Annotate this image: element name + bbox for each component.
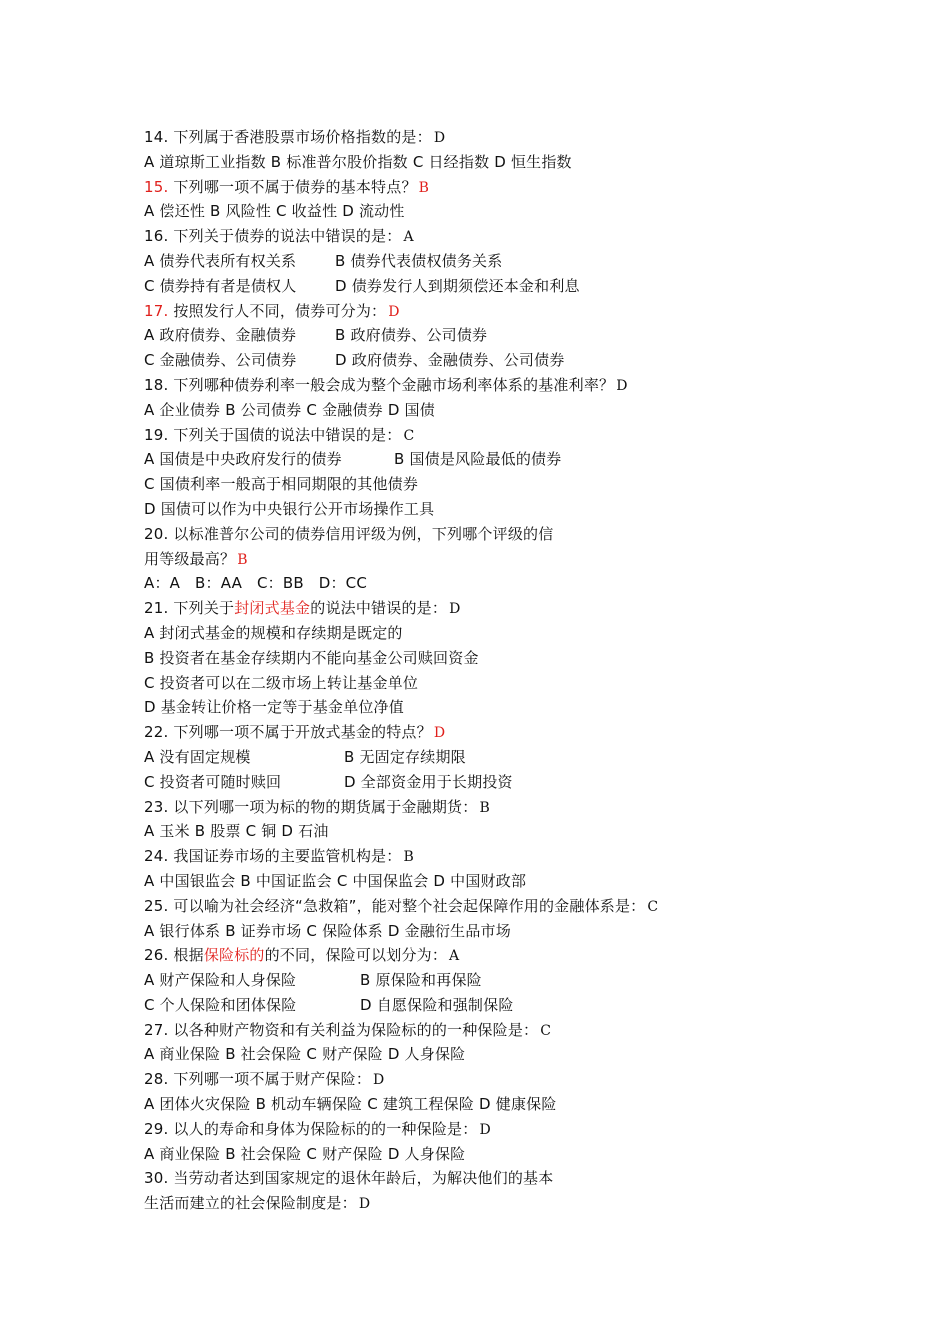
option-a: A 政府债券、金融债券 bbox=[144, 326, 297, 345]
question-20-line2 bbox=[144, 547, 904, 572]
question-15 bbox=[144, 175, 904, 200]
question-text: 25. 可以喻为社会经济“急救箱”，能对整个社会起保障作用的金融体系是： bbox=[144, 896, 646, 915]
question-text-tail: 的不同，保险可以划分为： bbox=[264, 946, 448, 965]
term-highlight: 保险标的 bbox=[203, 946, 265, 965]
option-19-c: C 国债利率一般高于相同期限的其他债券 bbox=[144, 475, 419, 494]
question-25 bbox=[144, 894, 904, 919]
options-16-row2 bbox=[144, 274, 904, 299]
question-26 bbox=[144, 943, 904, 968]
question-23 bbox=[144, 795, 904, 820]
options-15: A 偿还性 B 风险性 C 收益性 D 流动性 bbox=[144, 202, 405, 221]
question-17 bbox=[144, 299, 904, 324]
option-d: D 全部资金用于长期投资 bbox=[344, 772, 513, 791]
answer: C bbox=[403, 427, 415, 444]
options-23: A 玉米 B 股票 C 铜 D 石油 bbox=[144, 822, 329, 841]
options-24: A 中国银监会 B 中国证监会 C 中国保监会 D 中国财政部 bbox=[144, 871, 527, 890]
answer: B bbox=[237, 551, 248, 568]
option-21-b: B 投资者在基金存续期内不能向基金公司赎回资金 bbox=[144, 648, 479, 667]
option-c: C 金融债券、公司债券 bbox=[144, 351, 297, 370]
answer: C bbox=[647, 898, 659, 915]
question-text: 21. 下列关于 bbox=[144, 599, 235, 618]
question-16 bbox=[144, 224, 904, 249]
option-d: D 自愿保险和强制保险 bbox=[360, 995, 514, 1014]
answer: D bbox=[433, 725, 446, 742]
question-text: 24. 我国证券市场的主要监管机构是： bbox=[144, 847, 402, 866]
question-30-line1: 30. 当劳动者达到国家规定的退休年龄后，为解决他们的基本 bbox=[144, 1169, 554, 1188]
question-text: 27. 以各种财产物资和有关利益为保险标的的一种保险是： bbox=[144, 1020, 539, 1039]
option-d: D 债券发行人到期须偿还本金和利息 bbox=[335, 276, 580, 295]
question-text: 用等级最高？ bbox=[144, 549, 236, 568]
options-19-row1 bbox=[144, 447, 904, 472]
question-14 bbox=[144, 125, 904, 150]
option-21-d: D 基金转让价格一定等于基金单位净值 bbox=[144, 698, 404, 717]
options-16-row1 bbox=[144, 249, 904, 274]
option-b: B 债券代表债权债务关系 bbox=[335, 251, 503, 270]
answer: B bbox=[403, 849, 414, 866]
options-29: A 商业保险 B 社会保险 C 财产保险 D 人身保险 bbox=[144, 1144, 466, 1163]
option-a: A 债券代表所有权关系 bbox=[144, 251, 297, 270]
option-c: C 债券持有者是债权人 bbox=[144, 276, 297, 295]
question-list bbox=[144, 125, 904, 1216]
question-text: 23. 以下列哪一项为标的物的期货属于金融期货： bbox=[144, 797, 478, 816]
option-19-d: D 国债可以作为中央银行公开市场操作工具 bbox=[144, 499, 435, 518]
question-18 bbox=[144, 373, 904, 398]
option-b: B 原保险和再保险 bbox=[360, 971, 482, 990]
question-number-highlight: 15. bbox=[144, 177, 169, 196]
question-text: 按照发行人不同，债券可分为： bbox=[168, 301, 387, 320]
question-text: 22. 下列哪一项不属于开放式基金的特点？ bbox=[144, 723, 432, 742]
options-27: A 商业保险 B 社会保险 C 财产保险 D 人身保险 bbox=[144, 1045, 466, 1064]
question-20-line1: 20. 以标准普尔公司的债券信用评级为例，下列哪个评级的信 bbox=[144, 524, 554, 543]
question-30-line2 bbox=[144, 1191, 904, 1216]
answer: A bbox=[403, 229, 414, 246]
options-28: A 团体火灾保险 B 机动车辆保险 C 建筑工程保险 D 健康保险 bbox=[144, 1095, 557, 1114]
question-21 bbox=[144, 596, 904, 621]
options-17-row2 bbox=[144, 348, 904, 373]
question-text: 29. 以人的寿命和身体为保险标的的一种保险是： bbox=[144, 1119, 478, 1138]
options-26-row1 bbox=[144, 968, 904, 993]
answer: B bbox=[418, 179, 430, 196]
options-14: A 道琼斯工业指数 B 标准普尔股价指数 C 日经指数 D 恒生指数 bbox=[144, 152, 572, 171]
answer: C bbox=[540, 1022, 552, 1039]
options-18: A 企业债券 B 公司债券 C 金融债券 D 国债 bbox=[144, 400, 435, 419]
question-text: 16. 下列关于债券的说法中错误的是： bbox=[144, 227, 402, 246]
option-21-c: C 投资者可以在二级市场上转让基金单位 bbox=[144, 673, 419, 692]
options-25: A 银行体系 B 证券市场 C 保险体系 D 金融衍生品市场 bbox=[144, 921, 511, 940]
question-text: 18. 下列哪种债券利率一般会成为整个金融市场利率体系的基准利率？ bbox=[144, 375, 615, 394]
question-text: 生活而建立的社会保险制度是： bbox=[144, 1194, 357, 1213]
options-26-row2 bbox=[144, 993, 904, 1018]
option-b: B 国债是风险最低的债券 bbox=[394, 450, 562, 469]
options-22-row1 bbox=[144, 745, 904, 770]
question-text: 14. 下列属于香港股票市场价格指数的是： bbox=[144, 128, 432, 146]
question-text-tail: 的说法中错误的是： bbox=[310, 599, 448, 618]
question-text: 下列哪一项不属于债券的基本特点？ bbox=[168, 177, 417, 196]
option-b: B 无固定存续期限 bbox=[344, 747, 466, 766]
question-text: 19. 下列关于国债的说法中错误的是： bbox=[144, 425, 402, 444]
question-text: 28. 下列哪一项不属于财产保险： bbox=[144, 1070, 372, 1089]
option-a: A 财产保险和人身保险 bbox=[144, 971, 297, 990]
answer: D bbox=[433, 130, 446, 146]
option-c: C 投资者可随时赎回 bbox=[144, 772, 282, 791]
options-22-row2 bbox=[144, 770, 904, 795]
answer: A bbox=[449, 948, 460, 965]
question-text: 26. 根据 bbox=[144, 946, 204, 965]
question-19 bbox=[144, 423, 904, 448]
option-b: B 政府债券、公司债券 bbox=[335, 326, 488, 345]
option-a: A 没有固定规模 bbox=[144, 747, 251, 766]
answer: D bbox=[388, 303, 400, 320]
option-a: A 国债是中央政府发行的债券 bbox=[144, 450, 342, 469]
question-28 bbox=[144, 1067, 904, 1092]
option-d: D 政府债券、金融债券、公司债券 bbox=[335, 351, 565, 370]
answer: D bbox=[449, 601, 461, 618]
answer: D bbox=[479, 1121, 491, 1138]
answer: D bbox=[373, 1072, 385, 1089]
answer: D bbox=[616, 377, 628, 394]
question-number-highlight: 17. bbox=[144, 301, 169, 320]
options-20: A：A B：AA C：BB D：CC bbox=[144, 574, 368, 593]
question-24 bbox=[144, 844, 904, 869]
option-c: C 个人保险和团体保险 bbox=[144, 995, 297, 1014]
answer: B bbox=[479, 799, 490, 816]
term-highlight: 封闭式基金 bbox=[234, 599, 311, 618]
options-17-row1 bbox=[144, 323, 904, 348]
option-21-a: A 封闭式基金的规模和存续期是既定的 bbox=[144, 623, 403, 642]
answer: D bbox=[358, 1196, 371, 1213]
question-22 bbox=[144, 720, 904, 745]
question-27 bbox=[144, 1018, 904, 1043]
question-29 bbox=[144, 1117, 904, 1142]
